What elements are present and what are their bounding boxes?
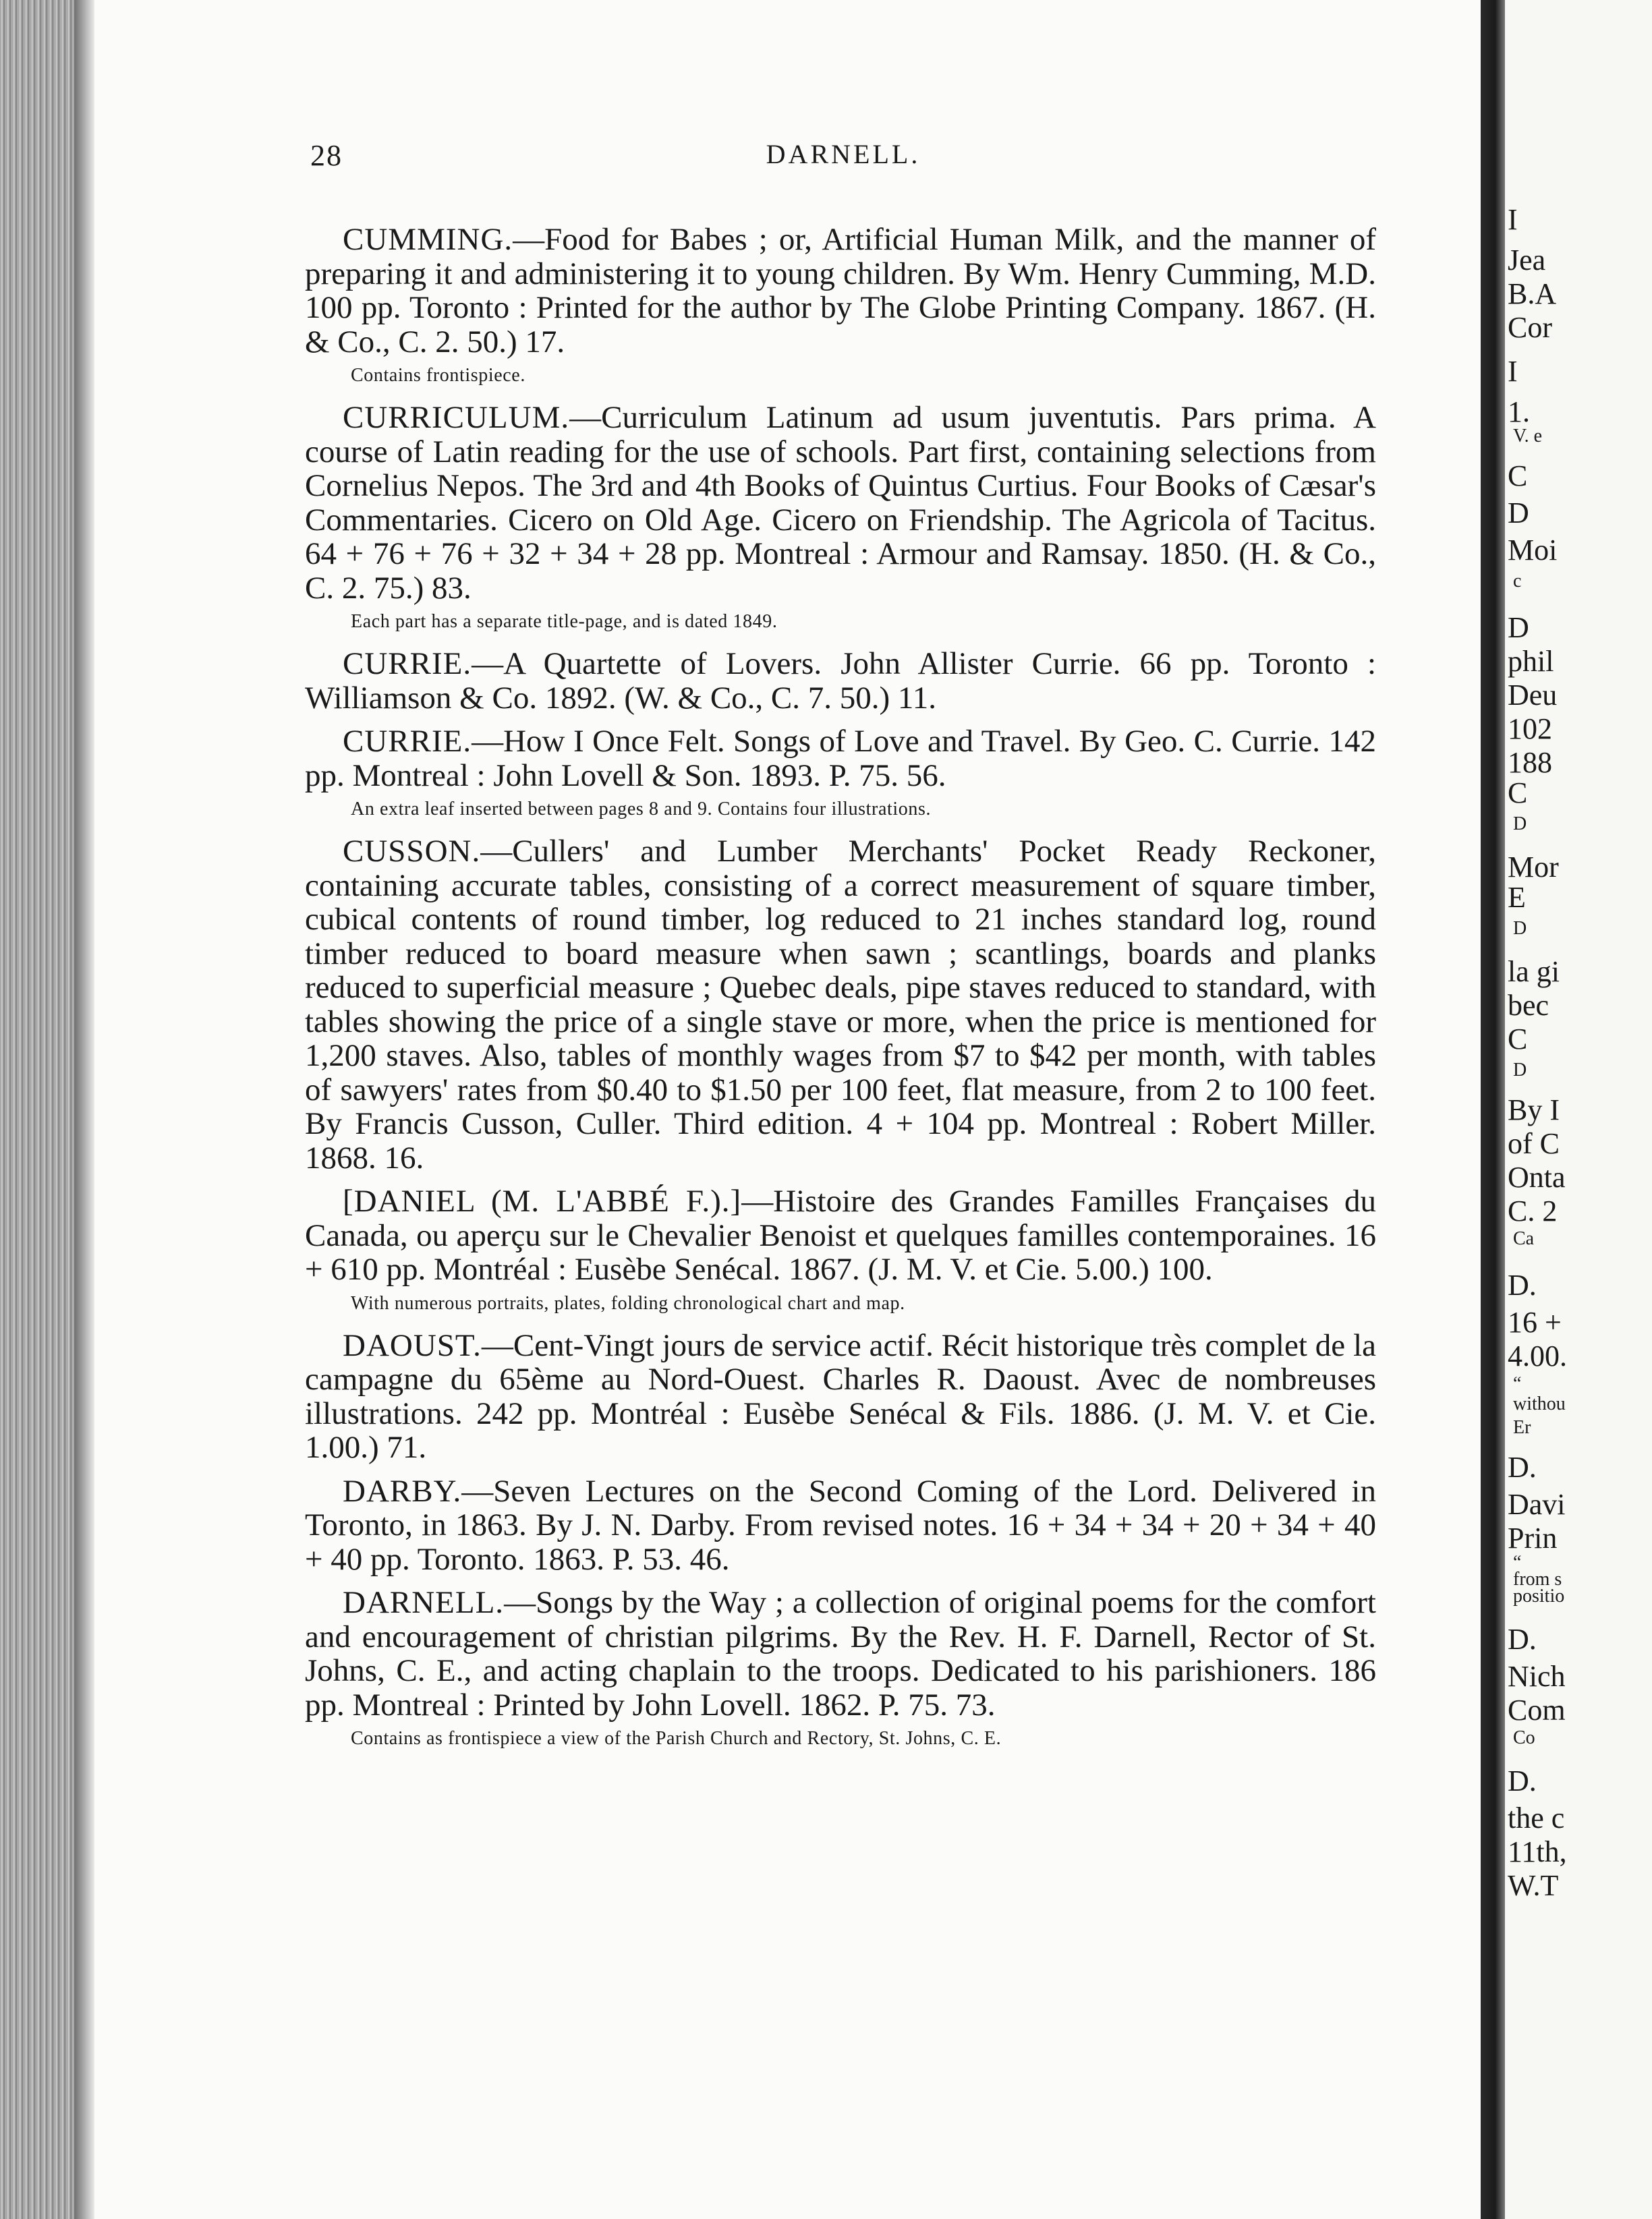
page-header: [310, 138, 1376, 185]
facing-page-text: la gi: [1508, 955, 1560, 988]
facing-page-text: 1.: [1508, 395, 1530, 428]
facing-page-text: “: [1513, 1373, 1522, 1394]
entry-heading: CUSSON.: [343, 834, 481, 869]
entry-text: —Cent-Vingt jours de service actif. Récit historique très complet de la campagne du 65ème au Nord-Ouest. Charles R. Daoust. Avec de nombreuses illustrations. 242 pp. Montréal : Eusèbe Senécal & Fils. 1886. (J. M. V. et Cie. 1.00.) 71.: [305, 1327, 1376, 1465]
entry-heading: CURRIE.: [343, 724, 472, 759]
bibliography-entry: [305, 1586, 1376, 1722]
facing-page-text: Co: [1513, 1727, 1535, 1748]
facing-page-fragment: [1505, 0, 1652, 2219]
facing-page-text: By I: [1508, 1093, 1560, 1126]
book-edge-shadow: [74, 0, 94, 2219]
facing-page-text: D: [1508, 611, 1529, 644]
entry-text: —A Quartette of Lovers. John Allister Currie. 66 pp. Toronto : Williamson & Co. 1892. (W. & Co., C. 7. 50.) 11.: [305, 646, 1376, 716]
facing-page-text: 188: [1508, 746, 1552, 779]
book-gutter: [1481, 0, 1505, 2219]
facing-page-text: Moi: [1508, 534, 1558, 567]
entry-note: An extra leaf inserted between pages 8 and 9. Contains four illustrations.: [351, 799, 932, 819]
page-number: 28: [310, 139, 343, 172]
facing-page-text: Ca: [1513, 1228, 1535, 1249]
facing-page-text: 102: [1508, 712, 1552, 745]
facing-page-text: B.A: [1508, 277, 1557, 310]
entry-note: Contains as frontispiece a view of the Parish Church and Rectory, St. Johns, C. E.: [351, 1728, 1002, 1749]
facing-page-text: c: [1513, 571, 1522, 592]
facing-page-text: the c: [1508, 1802, 1565, 1835]
entry-text: —How I Once Felt. Songs of Love and Travel. By Geo. C. Currie. 142 pp. Montreal : John Lovell & Son. 1893. P. 75. 56.: [305, 724, 1376, 793]
entry-text: —Curriculum Latinum ad usum juventutis. Pars prima. A course of Latin reading for the use of schools. Part first, containing selections from Cornelius Nepos. The 3rd and 4th Books of Quintus Curtius. Four Books of Cæsar's Commentaries. Cicero on Old Age. Cicero on Friendship. The Agricola of Tacitus. 64 + 76 + 76 + 32 + 34 + 28 pp. Montreal : Armour and Ramsay. 1850. (H. & Co., C. 2. 75.) 83.: [305, 400, 1376, 606]
facing-page-text: from s: [1513, 1569, 1562, 1590]
facing-page-text: Mor: [1508, 851, 1559, 884]
entry-text: —Seven Lectures on the Second Coming of the Lord. Delivered in Toronto, in 1863. By J. N. Darby. From revised notes. 16 + 34 + 34 + 20 + 34 + 40 + 40 pp. Toronto. 1863. P. 53. 46.: [305, 1473, 1376, 1577]
facing-page-text: bec: [1508, 989, 1549, 1022]
facing-page-text: D.: [1508, 1451, 1537, 1484]
facing-page-text: D: [1513, 813, 1527, 834]
facing-page-text: positio: [1513, 1586, 1565, 1607]
bibliography-entries: [305, 223, 1376, 1764]
entry-heading: DARNELL.: [343, 1585, 505, 1620]
facing-page-text: I: [1508, 355, 1518, 388]
facing-page-text: C: [1508, 1022, 1528, 1056]
facing-page-text: W.T: [1508, 1869, 1559, 1902]
entry-note: Contains frontispiece.: [351, 365, 525, 386]
entry-text: —Food for Babes ; or, Artificial Human Milk, and the manner of preparing it and administering it to young children. By Wm. Henry Cumming, M.D. 100 pp. Toronto : Printed for the author by The Globe Printing Company. 1867. (H. & Co., C. 2. 50.) 17.: [305, 222, 1376, 359]
facing-page-text: C: [1508, 776, 1528, 809]
entry-heading: CURRIE.: [343, 646, 472, 681]
facing-page-text: 4.00.: [1508, 1339, 1567, 1373]
facing-page-text: withou: [1513, 1393, 1566, 1414]
facing-page-text: V. e: [1513, 426, 1543, 446]
facing-page-text: phil: [1508, 645, 1554, 678]
facing-page-text: D.: [1508, 1764, 1537, 1797]
bibliography-entry: [305, 1474, 1376, 1577]
facing-page-text: “: [1513, 1552, 1522, 1573]
facing-page-text: C. 2: [1508, 1194, 1558, 1228]
facing-page-text: Jea: [1508, 243, 1546, 277]
entry-heading: CURRICULUM.: [343, 400, 570, 435]
entry-heading: DAOUST.: [343, 1327, 482, 1363]
facing-page-text: Onta: [1508, 1161, 1566, 1194]
facing-page-text: 16 +: [1508, 1306, 1562, 1339]
facing-page-text: Nich: [1508, 1660, 1566, 1693]
facing-page-text: D: [1508, 496, 1529, 529]
entry-text: —Cullers' and Lumber Merchants' Pocket Ready Reckoner, containing accurate tables, consisting of a correct measurement of square timber, cubical contents of round timber, log reduced to 21 inches standard log, round timber reduced to board measure when sawn ; scantlings, boards and planks reduced to superficial measure ; Quebec deals, pipe staves reduced to standard, with tables showing the price of a single stave or more, when the price is mentioned for 1,200 staves. Also, tables of monthly wages from $7 to $42 per month, with tables of sawyers' rates from $0.40 to $1.50 per 100 feet, flat measure, from 2 to 100 feet. By Francis Cusson, Culler. Third edition. 4 + 104 pp. Montreal : Robert Miller. 1868. 16.: [305, 834, 1376, 1176]
entry-text: —Histoire des Grandes Familles Françaises du Canada, ou aperçu sur le Chevalier Benoist et quelques familles contemporaines. 16 + 610 pp. Montréal : Eusèbe Senécal. 1867. (J. M. V. et Cie. 5.00.) 100.: [305, 1184, 1377, 1287]
entry-note: Each part has a separate title-page, and is dated 1849.: [351, 611, 778, 632]
facing-page-text: 11th,: [1508, 1835, 1567, 1868]
entry-heading: DARBY.: [343, 1473, 462, 1509]
facing-page-text: Com: [1508, 1694, 1566, 1727]
bibliography-entry: [305, 401, 1376, 605]
entry-heading: [DANIEL (M. L'ABBÉ F.).]: [343, 1184, 742, 1219]
bibliography-entry: [305, 1329, 1376, 1465]
bibliography-entry: [305, 1184, 1376, 1287]
facing-page-text: of C: [1508, 1127, 1560, 1160]
facing-page-text: D.: [1508, 1623, 1537, 1656]
entry-text: —Songs by the Way ; a collection of original poems for the comfort and encouragement of christian pilgrims. By the Rev. H. F. Darnell, Rector of St. Johns, C. E., and acting chaplain to the troops. Dedicated to his parishioners. 186 pp. Montreal : Printed by John Lovell. 1862. P. 75. 73.: [305, 1585, 1376, 1723]
facing-page-text: D.: [1508, 1269, 1537, 1302]
facing-page-text: Deu: [1508, 679, 1558, 712]
facing-page-text: D: [1513, 918, 1527, 939]
facing-page-text: I: [1508, 203, 1518, 236]
entry-heading: CUMMING.: [343, 222, 513, 257]
bibliography-entry: [305, 724, 1376, 792]
facing-page-text: C: [1508, 459, 1528, 492]
facing-page-text: Davi: [1508, 1488, 1566, 1521]
facing-page-text: Prin: [1508, 1522, 1558, 1555]
running-head: DARNELL.: [766, 139, 921, 169]
facing-page-text: D: [1513, 1060, 1527, 1080]
entry-note: With numerous portraits, plates, folding chronological chart and map.: [351, 1292, 905, 1314]
bibliography-entry: [305, 647, 1376, 715]
facing-page-text: Er: [1513, 1417, 1531, 1438]
bibliography-entry: [305, 834, 1376, 1175]
facing-page-text: E: [1508, 881, 1526, 914]
bibliography-entry: [305, 223, 1376, 359]
facing-page-text: Cor: [1508, 311, 1552, 344]
